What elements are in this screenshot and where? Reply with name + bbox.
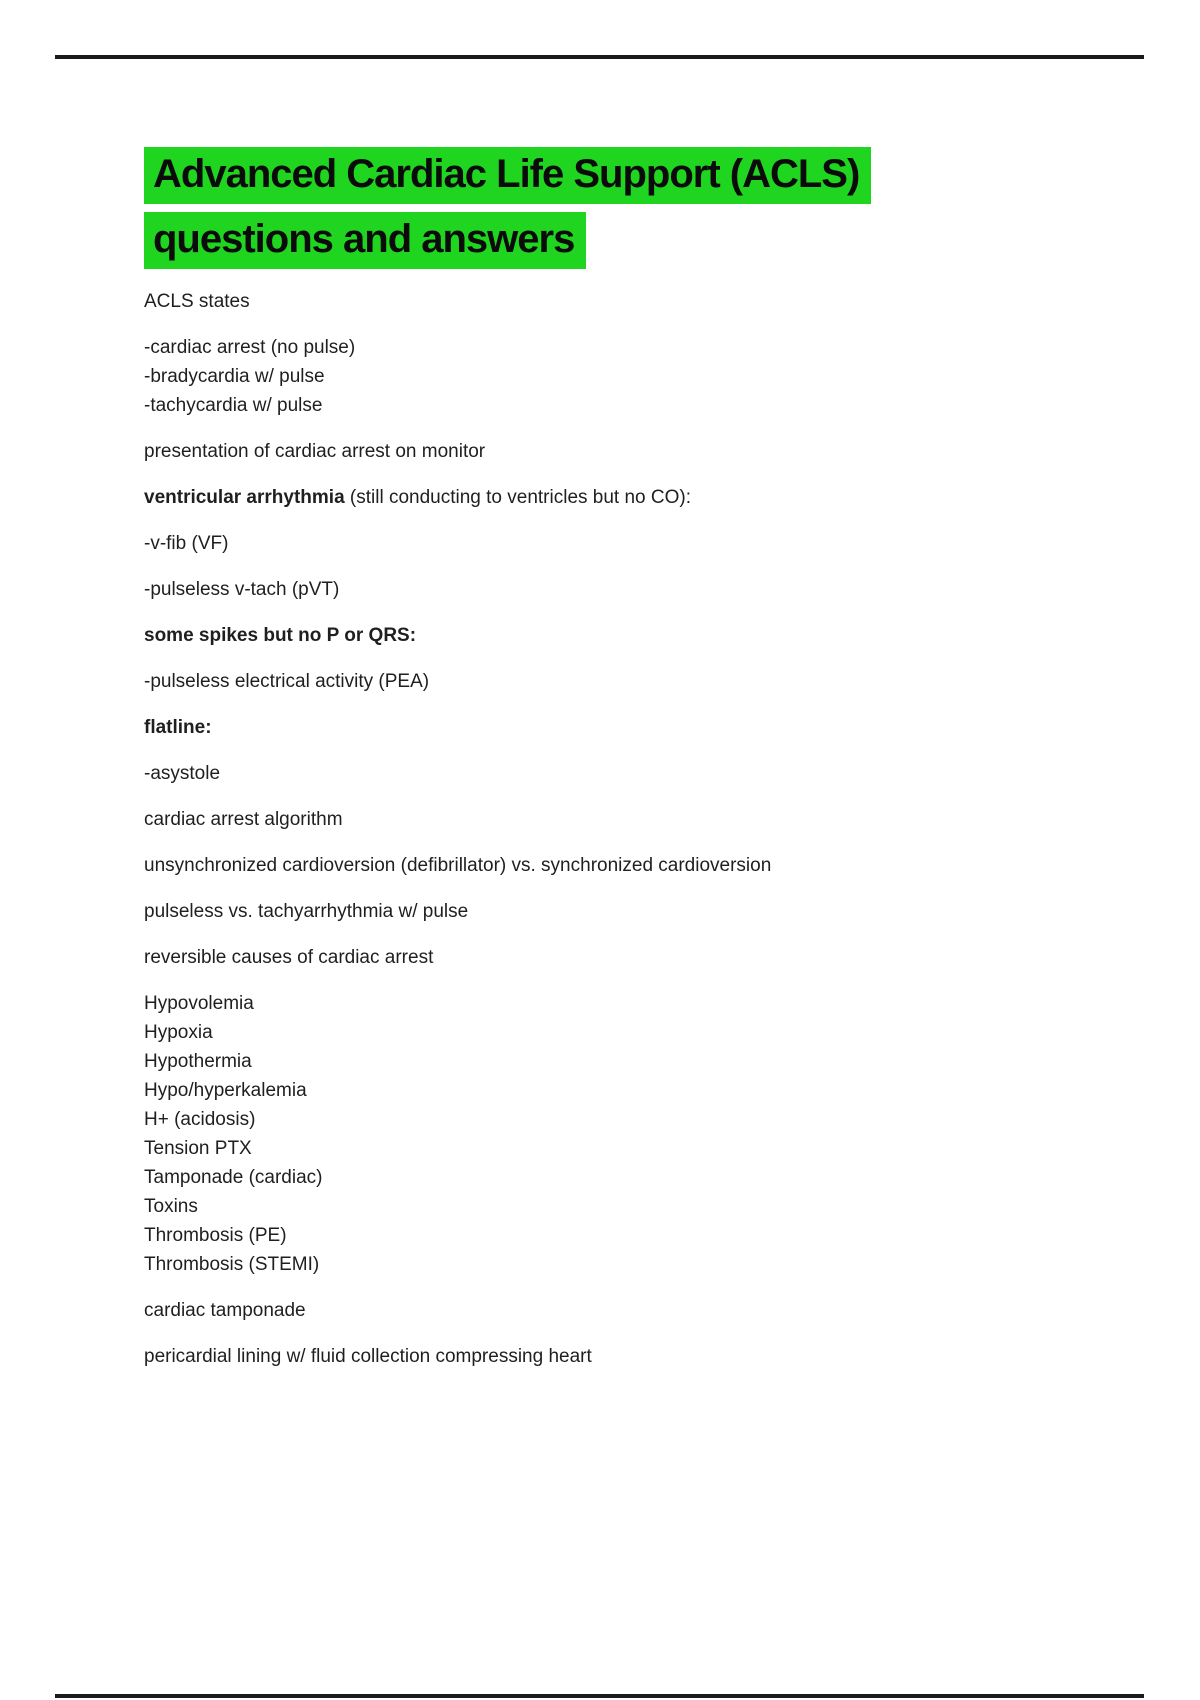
paragraph [144, 483, 1064, 512]
document-body [144, 287, 1064, 1388]
text-line [144, 989, 1064, 1018]
top-border-rule [55, 55, 1144, 59]
paragraph [144, 575, 1064, 604]
text-line [144, 667, 1064, 696]
page-title [144, 147, 871, 277]
text-segment: Hypoxia [144, 1022, 213, 1043]
text-segment: Tamponade (cardiac) [144, 1167, 323, 1188]
text-segment: H+ (acidosis) [144, 1109, 256, 1130]
text-line [144, 333, 1064, 362]
bold-text-segment: ventricular arrhythmia [144, 487, 345, 508]
paragraph [144, 1296, 1064, 1325]
text-segment: Hypovolemia [144, 993, 254, 1014]
text-line [144, 621, 1064, 650]
bold-text-segment: flatline: [144, 717, 212, 738]
text-line [144, 362, 1064, 391]
paragraph [144, 759, 1064, 788]
text-segment: Hypothermia [144, 1051, 252, 1072]
paragraph [144, 989, 1064, 1279]
text-segment: unsynchronized cardioversion (defibrillator) vs. synchronized cardioversion [144, 855, 772, 876]
bold-text-segment: some spikes but no P or QRS: [144, 625, 417, 646]
paragraph [144, 621, 1064, 650]
text-segment: -cardiac arrest (no pulse) [144, 337, 356, 358]
text-line [144, 1342, 1064, 1371]
text-line [144, 851, 1064, 880]
text-segment: pericardial lining w/ fluid collection compressing heart [144, 1346, 592, 1367]
text-line [144, 1018, 1064, 1047]
paragraph [144, 667, 1064, 696]
text-line [144, 1221, 1064, 1250]
text-line [144, 713, 1064, 742]
paragraph [144, 713, 1064, 742]
text-segment: -pulseless v-tach (pVT) [144, 579, 340, 600]
text-segment: cardiac arrest algorithm [144, 809, 343, 830]
paragraph [144, 437, 1064, 466]
text-segment: cardiac tamponade [144, 1300, 306, 1321]
text-line [144, 1105, 1064, 1134]
text-segment: reversible causes of cardiac arrest [144, 947, 434, 968]
paragraph [144, 287, 1064, 316]
paragraph [144, 805, 1064, 834]
text-segment: Thrombosis (STEMI) [144, 1254, 320, 1275]
paragraph [144, 529, 1064, 558]
text-line [144, 1192, 1064, 1221]
text-segment: pulseless vs. tachyarrhythmia w/ pulse [144, 901, 469, 922]
text-line [144, 529, 1064, 558]
text-segment: ACLS states [144, 291, 250, 312]
paragraph [144, 333, 1064, 420]
page-title-line-1: Advanced Cardiac Life Support (ACLS) [144, 147, 871, 204]
text-line [144, 759, 1064, 788]
text-line [144, 483, 1064, 512]
page-title-line-2: questions and answers [144, 212, 586, 269]
text-segment: Tension PTX [144, 1138, 252, 1159]
paragraph [144, 851, 1064, 880]
text-segment: (still conducting to ventricles but no CO): [344, 487, 692, 508]
text-line [144, 943, 1064, 972]
text-line [144, 1296, 1064, 1325]
text-line [144, 805, 1064, 834]
text-line [144, 1047, 1064, 1076]
text-segment: -pulseless electrical activity (PEA) [144, 671, 430, 692]
text-line [144, 287, 1064, 316]
text-line [144, 575, 1064, 604]
text-line [144, 1250, 1064, 1279]
paragraph [144, 1342, 1064, 1371]
text-line [144, 391, 1064, 420]
text-segment: Hypo/hyperkalemia [144, 1080, 307, 1101]
text-line [144, 1163, 1064, 1192]
text-line [144, 1076, 1064, 1105]
text-line [144, 437, 1064, 466]
text-line [144, 897, 1064, 926]
paragraph [144, 897, 1064, 926]
text-line [144, 1134, 1064, 1163]
text-segment: -bradycardia w/ pulse [144, 366, 325, 387]
text-segment: -asystole [144, 763, 221, 784]
text-segment: -tachycardia w/ pulse [144, 395, 323, 416]
text-segment: -v-fib (VF) [144, 533, 229, 554]
bottom-border-rule [55, 1694, 1144, 1698]
text-segment: Thrombosis (PE) [144, 1225, 287, 1246]
paragraph [144, 943, 1064, 972]
text-segment: presentation of cardiac arrest on monitor [144, 441, 486, 462]
text-segment: Toxins [144, 1196, 198, 1217]
